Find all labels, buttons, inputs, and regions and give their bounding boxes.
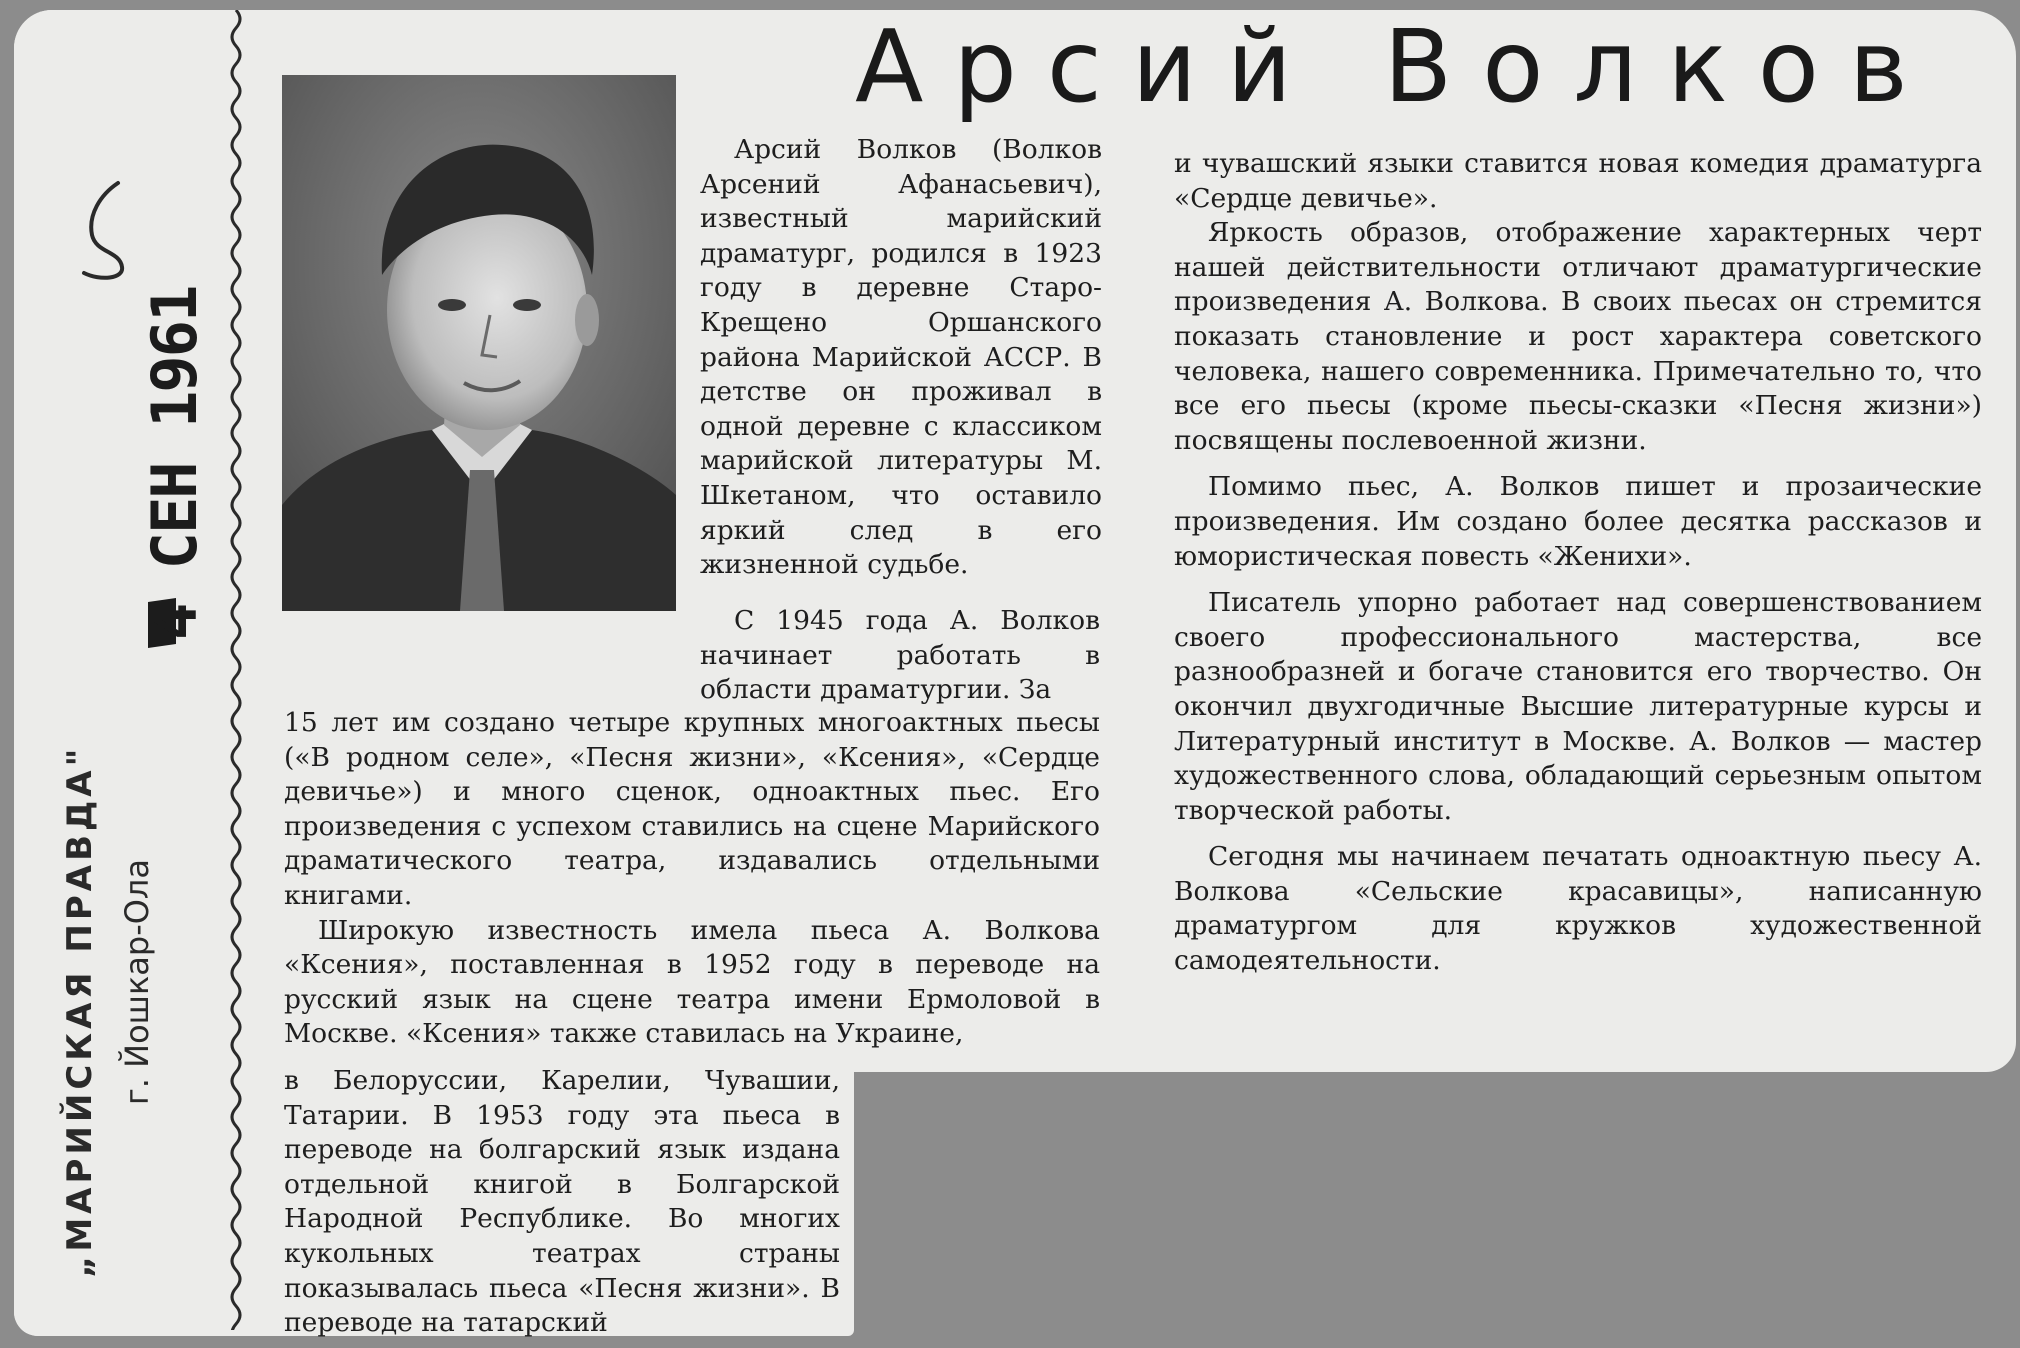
paragraph-text: Арсий Волков (Волков Арсений Афанасьевич), известный марийский драматург, родился в 1923 году в деревне Старо-Крещено Оршанского района Марийской АССР. В детстве он проживал в одной деревне с классиком марийской литературы М. Шкетаном, что оставило яркий след в его жизненной судьбе.	[700, 134, 1102, 581]
newspaper-name: „МАРИЙСКАЯ ПРАВДА"	[60, 744, 100, 1278]
paragraph-text: и чувашский языки ставится новая комедия драматурга «Сердце девичье».	[1174, 148, 1982, 214]
article-title: Арсий Волков	[855, 8, 1938, 125]
article-paragraph-1	[700, 133, 1102, 583]
paragraph-text: Писатель упорно работает над совершенствованием своего профессионального мастерства, все разнообразней и богаче становится его творчество. Он окончил двухгодичные Высшие литературные курсы и Литературный институт в Москве. А. Волков — мастер художественного слова, обладающий серьезным опытом творческой работы.	[1174, 587, 1982, 826]
article-right-column	[1174, 147, 1982, 991]
paragraph-text: С 1945 года А. Волков начинает работать в области драматургии. За	[700, 605, 1100, 706]
paragraph-text: в Белоруссии, Карелии, Чувашии, Татарии. В 1953 году эта пьеса в переводе на болгарский язык издана отдельной книгой в Болгарской Народной Республике. Во многих кукольных театрах страны показывалась пьеса «Песня жизни». В переводе на татарский	[284, 1065, 840, 1339]
paragraph-text: 15 лет им создано четыре крупных многоактных пьесы («В родном селе», «Песня жизни», «Ксения», «Сердце девичье») и много сценок, одноактных пьес. Его произведения с успехом ставились на сцене Марийского драматического театра, издавались отдельными книгами.	[284, 707, 1100, 911]
paragraph-text: Широкую известность имела пьеса А. Волкова «Ксения», поставленная в 1952 году в переводе на русский язык на сцене театра имени Ермоловой в Москве. «Ксения» также ставилась на Украине,	[284, 914, 1100, 1050]
paragraph-text: Сегодня мы начинаем печатать одноактную пьесу А. Волкова «Сельские красавицы», написанную драматургом для кружков художественной самодеятельности.	[1174, 841, 1982, 977]
article-paragraph-3-end	[284, 1064, 840, 1341]
portrait-photo	[282, 75, 676, 611]
newspaper-city: г. Йошкар-Ола	[118, 859, 156, 1105]
paragraph-text: Помимо пьес, А. Волков пишет и прозаические произведения. Им создано более десятка рассказов и юмористическая повесть «Женихи».	[1174, 471, 1982, 572]
paragraph-text: Яркость образов, отображение характерных черт нашей действительности отличают драматургические произведения А. Волкова. В своих пьесах он стремится показать становление и рост характера советского человека, нашего современника. Примечательно то, что все его пьесы (кроме пьесы-сказки «Песня жизни») посвящены послевоенной жизни.	[1174, 217, 1982, 456]
date-stamp: 4 СЕН 1961	[138, 286, 211, 640]
article-paragraph-2-start	[700, 604, 1100, 708]
article-paragraph-2-3	[284, 706, 1100, 1052]
cut-edge	[226, 10, 246, 1330]
handwritten-note	[70, 175, 140, 285]
